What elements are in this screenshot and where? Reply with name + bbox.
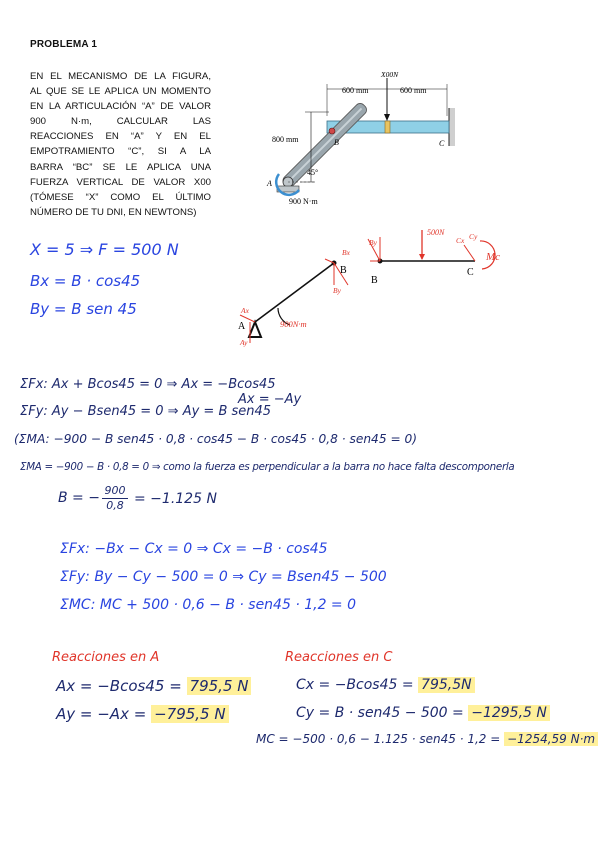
- pin-b: [329, 128, 335, 134]
- load-arrow: [384, 114, 390, 121]
- eq-ab-b-denominator: 0,8: [106, 499, 124, 512]
- wall-c: [449, 108, 455, 146]
- load-label: X00N: [381, 70, 399, 79]
- eq-ab-sum-fx: ΣFx: Ax + Bcos45 = 0 ⇒ Ax = −Bcos45: [20, 377, 276, 392]
- sketch-bar-ab: [255, 263, 334, 322]
- statement-line: EN EL MECANISMO DE LA FIGURA,: [30, 71, 211, 82]
- sketch-load-label: 500N: [427, 228, 445, 237]
- statement-line: FUERZA VERTICAL DE VALOR X00: [30, 176, 211, 188]
- eq-bc-sum-fy: ΣFy: By − Cy − 500 = 0 ⇒ Cy = Bsen45 − 500: [60, 569, 387, 585]
- eq-ab-sum-ma-full: (ΣMA: −900 − B sen45 · 0,8 · cos45 − B · cos45 · 0,8 · sen45 = 0): [14, 432, 418, 446]
- reaction-cy-value: −1295,5 N: [468, 705, 550, 721]
- sketch-by-label-ab: By: [333, 286, 341, 295]
- sketch-ay-label: Ay: [240, 338, 248, 347]
- given-by: By = B sen 45: [30, 300, 137, 318]
- eq-ab-brace: Ax = −Ay: [238, 392, 302, 407]
- statement-line: EMPOTRAMIENTO “C”, SI A LA: [30, 146, 211, 158]
- reaction-mc-expr: MC = −500 · 0,6 − 1.125 · sen45 · 1,2 =: [256, 732, 501, 746]
- statement-line: 900 N·m, CALCULAR LAS: [30, 116, 211, 128]
- sketch-support-a: [249, 322, 261, 337]
- eq-bc-sum-fx: ΣFx: −Bx − Cx = 0 ⇒ Cx = −B · cos45: [60, 541, 328, 557]
- mechanism-figure: [255, 66, 465, 216]
- eq-ab-b-rhs: = −1.125 N: [134, 491, 217, 507]
- sketch-cy-label: Cy: [469, 232, 478, 241]
- sketch-by-label: By: [369, 238, 377, 247]
- eq-ab-b-fraction: [102, 484, 128, 512]
- dim-left-label: 600 mm: [342, 86, 369, 95]
- reaction-ay-row: [56, 705, 229, 723]
- label-b: B: [334, 138, 339, 147]
- dim-vertical-label: 800 mm: [272, 135, 299, 144]
- eq-ab-b-lhs: B = −: [58, 490, 100, 506]
- given-bx: Bx = B · cos45: [30, 272, 141, 290]
- reactions-c-heading: Reacciones en C: [285, 650, 393, 665]
- moment-label: 900 N·m: [289, 197, 318, 206]
- problem-statement: [30, 69, 211, 220]
- label-a: A: [267, 179, 272, 188]
- statement-line: AL QUE SE LE APLICA UN MOMENTO: [30, 86, 211, 98]
- reaction-mc-row: [256, 732, 598, 746]
- reaction-cx-value: 795,5N: [418, 677, 475, 693]
- problem-title: PROBLEMA 1: [30, 39, 98, 50]
- sketch-ax-label: Ax: [241, 306, 249, 315]
- reaction-mc-value: −1254,59 N·m: [504, 732, 598, 746]
- reaction-ax-expr: Ax = −Bcos45 =: [56, 677, 182, 695]
- reaction-cy-row: [296, 705, 550, 721]
- angle-label: 45°: [307, 168, 319, 177]
- sketch-load-arrow: [419, 254, 425, 260]
- sketch-moment-c-label: Mc: [486, 251, 501, 263]
- statement-line: (TÓMESE “X” COMO EL ÚLTIMO: [30, 191, 211, 203]
- statement-line: BARRA “BC” SE LE APLICA UNA: [30, 161, 211, 173]
- sketch-cx-label: Cx: [456, 236, 465, 245]
- load-plate: [385, 121, 390, 133]
- eq-ab-sum-fy: ΣFy: Ay − Bsen45 = 0 ⇒ Ay = B sen45: [20, 404, 272, 419]
- label-c: C: [439, 139, 445, 148]
- sketch-label-b: B: [340, 265, 347, 276]
- reaction-cx-row: [296, 677, 475, 693]
- statement-line: REACCIONES EN “A” Y EN EL: [30, 131, 211, 143]
- dim-right-label: 600 mm: [400, 86, 427, 95]
- reaction-ay-value: −795,5 N: [151, 705, 229, 723]
- sketch-label-c: C: [467, 267, 474, 278]
- reaction-ax-row: [56, 677, 251, 695]
- given-x: X = 5 ⇒ F = 500 N: [30, 240, 179, 259]
- reaction-ay-expr: Ay = −Ax =: [56, 705, 147, 723]
- reaction-ax-value: 795,5 N: [187, 677, 252, 695]
- sketch-bx-label: Bx: [342, 248, 350, 257]
- eq-ab-sum-ma: ΣMA = −900 − B · 0,8 = 0 ⇒ como la fuerza es perpendicular a la barra no hace falta descomponerla: [20, 461, 515, 473]
- statement-line: NÚMERO DE TU DNI, EN NEWTONS): [30, 206, 197, 218]
- reactions-a-heading: Reacciones en A: [52, 650, 160, 665]
- statement-line: EN LA ARTICULACIÓN “A” DE VALOR: [30, 101, 211, 113]
- sketch-label-a: A: [238, 321, 246, 332]
- sketch-label-b2: B: [371, 275, 378, 286]
- eq-bc-sum-mc: ΣMC: MC + 500 · 0,6 − B · sen45 · 1,2 = 0: [60, 597, 357, 613]
- free-body-sketch: [230, 225, 520, 350]
- reaction-cy-expr: Cy = B · sen45 − 500 =: [296, 705, 464, 721]
- sketch-moment-a-label: 900N·m: [280, 319, 307, 329]
- eq-ab-b-numerator: 900: [102, 484, 128, 499]
- reaction-cx-expr: Cx = −Bcos45 =: [296, 677, 414, 693]
